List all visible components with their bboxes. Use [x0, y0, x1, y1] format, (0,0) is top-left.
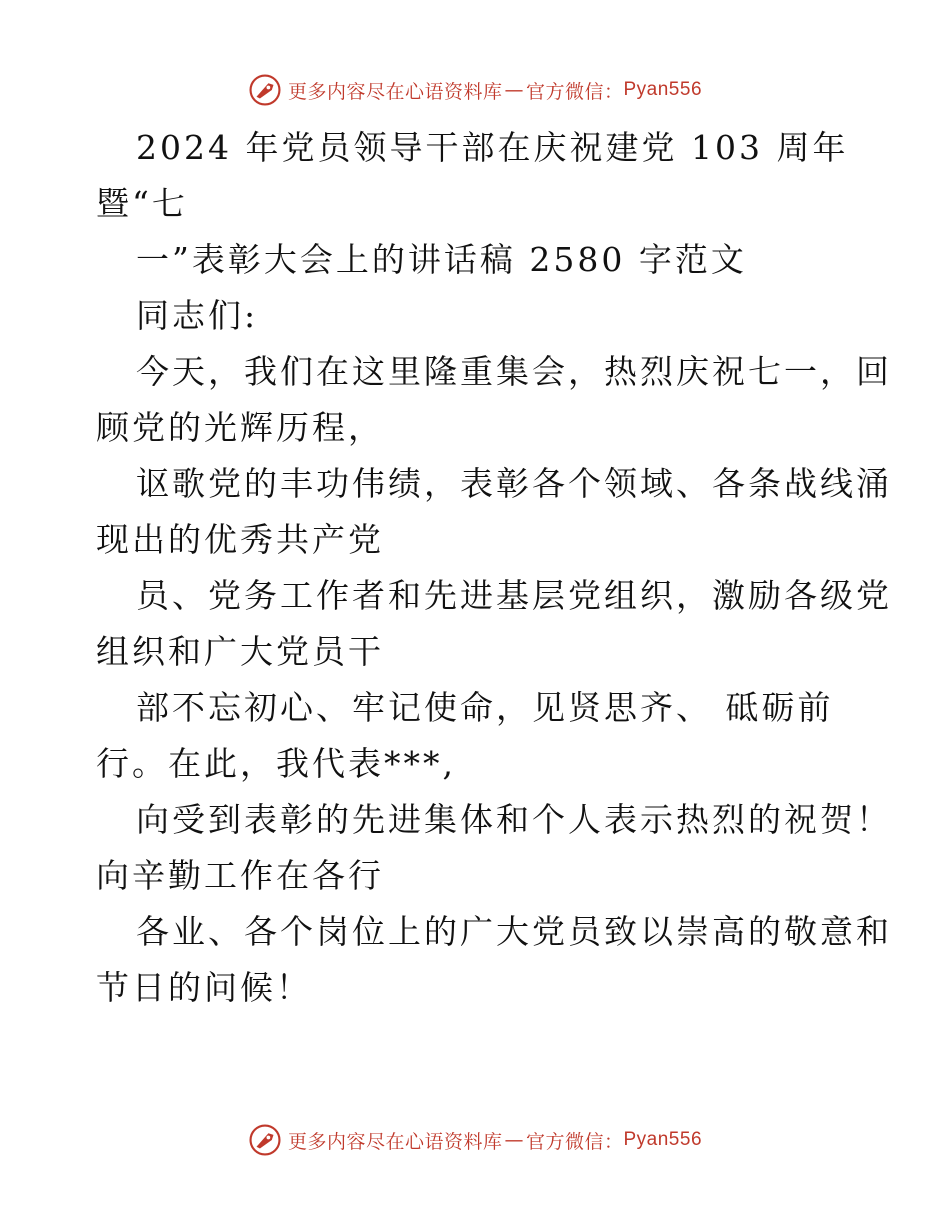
watermark-sub-text: 官方微信：: [525, 80, 624, 103]
body-line: 现出的优秀共产党: [96, 520, 384, 559]
body-line: 行。在此，我代表***,: [96, 744, 456, 783]
watermark-separator: —: [504, 1129, 524, 1151]
watermark-main-text: 更多内容尽在心语资料库: [287, 80, 503, 103]
body-line: 组织和广大党员干: [96, 632, 384, 671]
body-line: 向受到表彰的先进集体和个人表示热烈的祝贺！: [136, 800, 892, 839]
body-line: 部不忘初心、牢记使命，见贤思齐、 砥砺前: [136, 688, 834, 727]
body-line: 节日的问候！: [96, 968, 312, 1007]
body-line: 各业、各个岗位上的广大党员致以崇高的敬意和: [136, 912, 892, 951]
title-line-2: 暨“七: [96, 184, 188, 223]
watermark-id: Pyan556: [623, 1129, 703, 1150]
body-line: 员、党务工作者和先进基层党组织，激励各级党: [136, 576, 892, 615]
watermark-separator: —: [504, 79, 524, 101]
footer-watermark: [0, 1120, 950, 1160]
body-line: 向辛勤工作在各行: [96, 856, 384, 895]
title-line-3: 一”表彰大会上的讲话稿 2580 字范文: [136, 240, 747, 279]
document-body: [96, 120, 892, 1016]
body-line: 今天，我们在这里隆重集会，热烈庆祝七一，回: [136, 352, 892, 391]
body-line: 顾党的光辉历程，: [96, 408, 384, 447]
pen-nib-logo-icon: [248, 1123, 282, 1157]
watermark-id: Pyan556: [623, 79, 703, 100]
salutation: 同志们:: [136, 296, 259, 335]
watermark-main-text: 更多内容尽在心语资料库: [287, 1130, 503, 1153]
body-line: 讴歌党的丰功伟绩，表彰各个领域、各条战线涌: [136, 464, 892, 503]
pen-nib-logo-icon: [248, 73, 282, 107]
title-line-1: 2024 年党员领导干部在庆祝建党 103 周年: [136, 128, 849, 167]
header-watermark: [0, 70, 950, 110]
watermark-sub-text: 官方微信：: [525, 1130, 624, 1153]
